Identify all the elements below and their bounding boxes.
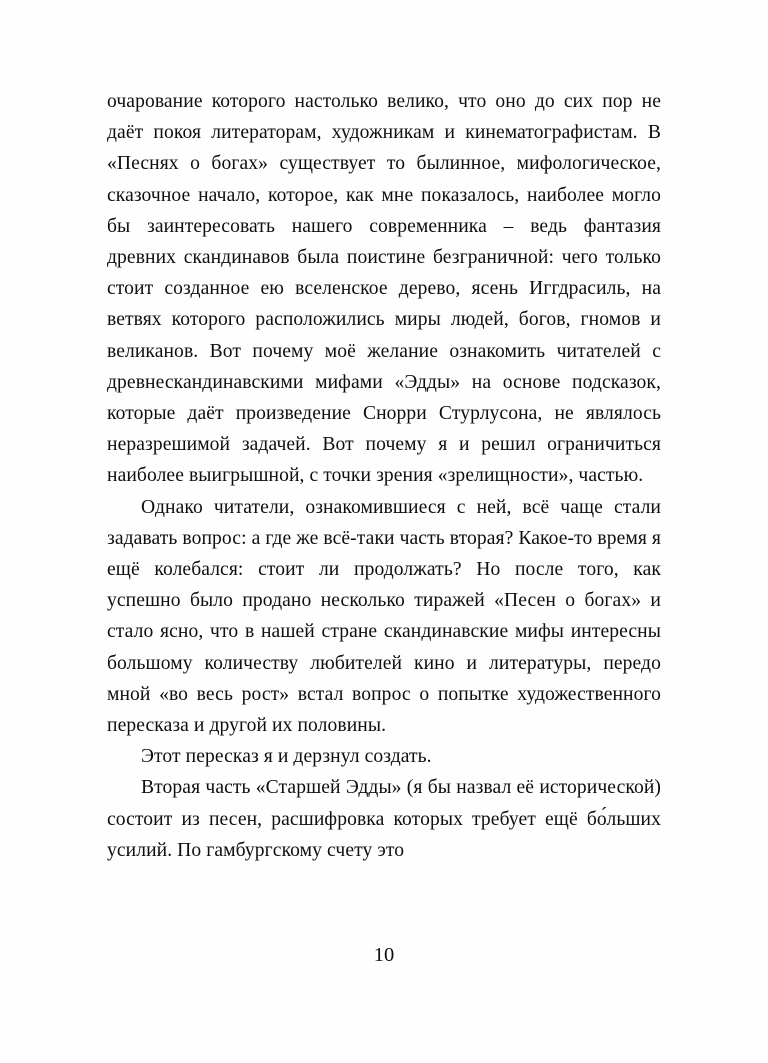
page-number: 10 <box>373 944 395 966</box>
paragraph-continued: очарование которого настолько велико, что оно до сих пор не даёт покоя литераторам, художникам и кинематографистам. В «Песнях о богах» существует то былинное, мифологическое, сказочное начало, которое, как мне показалось, наиболее могло бы заинтересовать нашего современника – ведь фантазия древних скандинавов была поистине безграничной: чего только стоит созданное ею вселенское дерево, ясень Иггдрасиль, на ветвях которого расположились миры людей, богов, гномов и великанов. Вот почему моё желание ознакомить читателей с древнескандинавскими мифами «Эдды» на основе подсказок, которые даёт произведение Снорри Стурлусона, не являлось неразрешимой задачей. Вот почему я и решил ограничиться наиболее выигрышной, с точки зрения «зрелищности», частью. <box>107 91 661 487</box>
paragraph-retelling: Этот пересказ я и дерзнул создать. <box>141 746 432 768</box>
paragraph-readers: Однако читатели, ознакомившиеся с ней, всё чаще стали задавать вопрос: а где же всё-таки часть вторая? Какое-то время я ещё колебался: стоит ли продолжать? Но после того, как успешно было продано несколько тиражей «Песен о богах» и стало ясно, что в нашей стране скандинавские мифы интересны большому количеству любителей кино и литературы, передо мной «во весь рост» встал вопрос о попытке художественного пересказа и другой их половины. <box>107 496 661 737</box>
page-text-block <box>107 86 661 866</box>
paragraph-second-part: Вторая часть «Старшей Эдды» (я бы назвал её исторической) состоит из песен, расшифровка которых требует ещё бо́льших усилий. По гамбургскому счету это <box>107 777 661 861</box>
